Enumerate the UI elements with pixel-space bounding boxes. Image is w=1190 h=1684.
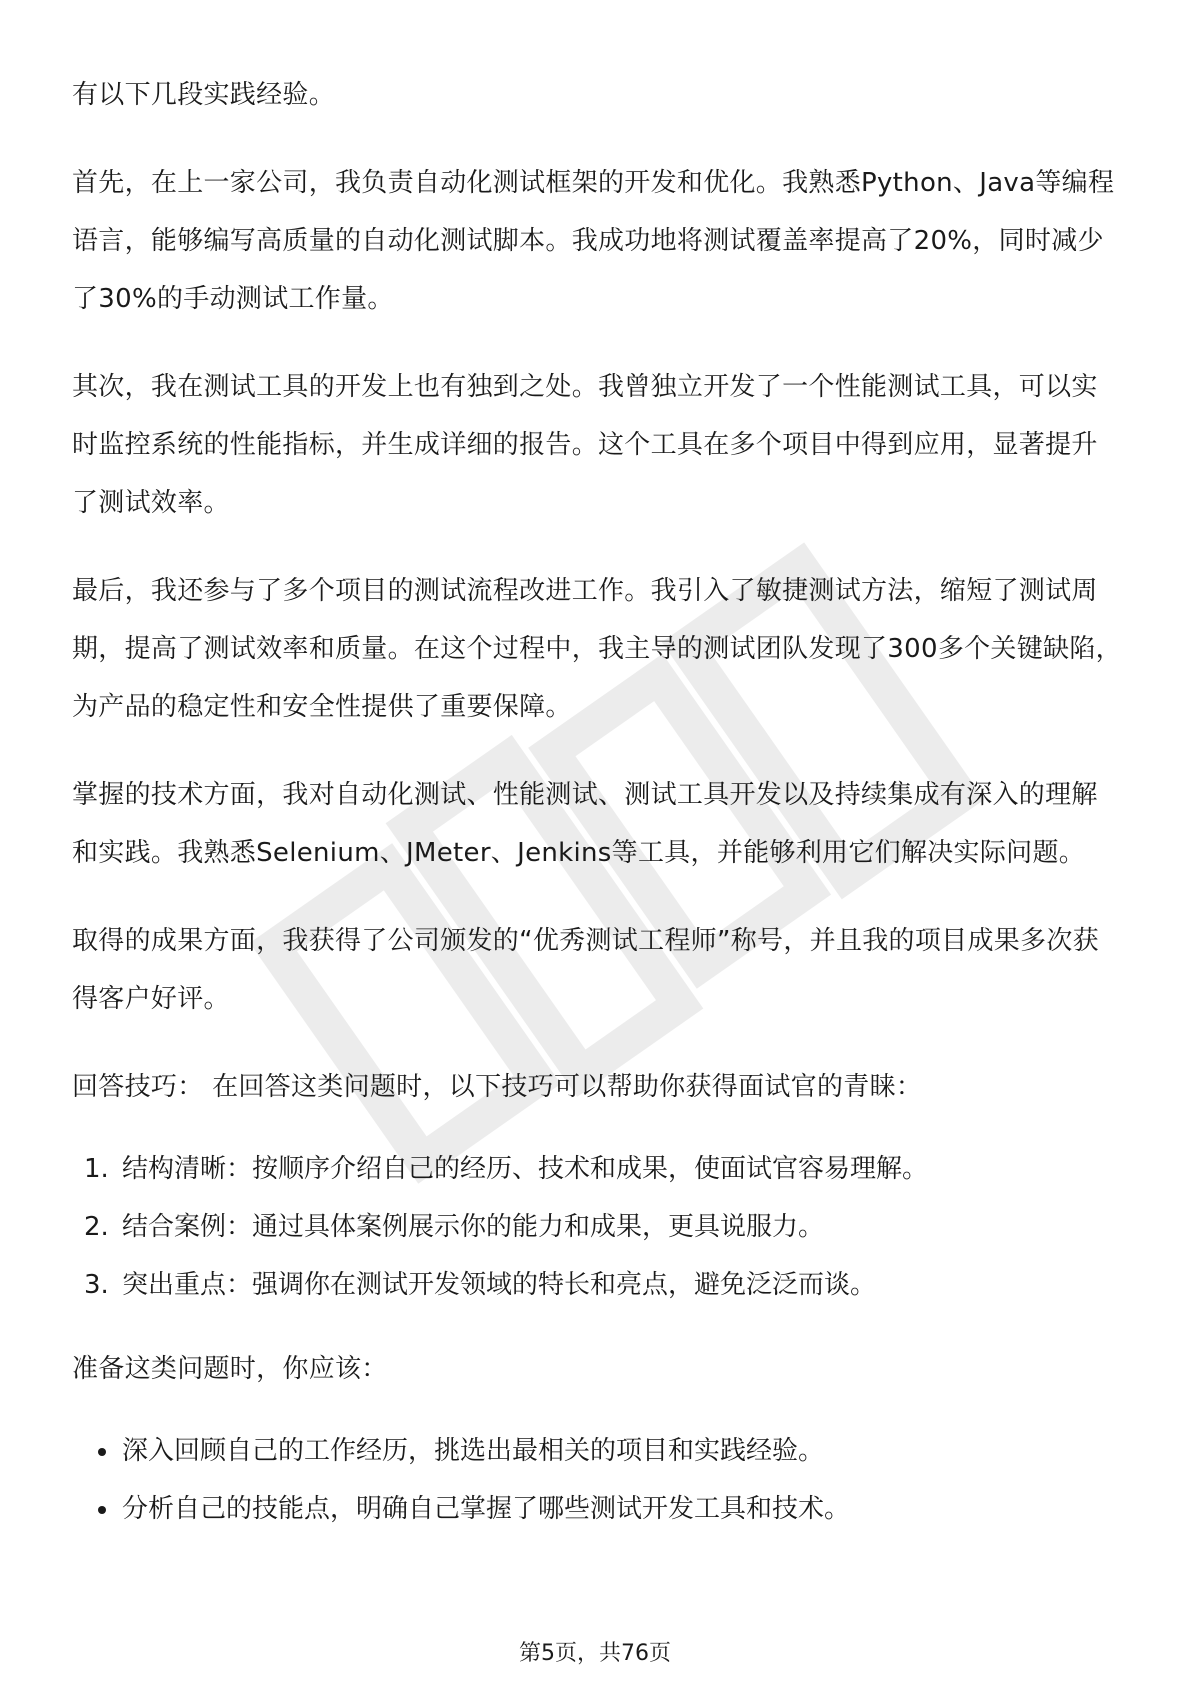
paragraph-achievements: 取得的成果方面，我获得了公司颁发的“优秀测试工程师”称号，并且我的项目成果多次获得客户好评。 [72, 926, 1099, 1014]
bullet-icon [98, 1506, 106, 1514]
document-body [72, 66, 1122, 1564]
prepare-heading: 准备这类问题时，你应该： [72, 1354, 388, 1384]
list-item [72, 1140, 1122, 1198]
paragraph-answer-tips: 回答技巧： 在回答这类问题时，以下技巧可以帮助你获得面试官的青睐： [72, 1072, 923, 1102]
prepare-list [72, 1422, 1122, 1538]
list-item [72, 1422, 1122, 1480]
tips-list [72, 1140, 1122, 1314]
list-item-text: 分析自己的技能点，明确自己掌握了哪些测试开发工具和技术。 [122, 1494, 851, 1524]
bullet-icon [98, 1448, 106, 1456]
list-item [72, 1256, 1122, 1314]
list-number: 2. [84, 1212, 109, 1242]
paragraph-second: 其次，我在测试工具的开发上也有独到之处。我曾独立开发了一个性能测试工具，可以实时监控系统的性能指标，并生成详细的报告。这个工具在多个项目中得到应用，显著提升了测试效率。 [72, 372, 1098, 518]
list-number: 3. [84, 1270, 109, 1300]
paragraph-intro: 有以下几段实践经验。 [72, 80, 336, 110]
list-item-text: 结合案例：通过具体案例展示你的能力和成果，更具说服力。 [122, 1212, 825, 1242]
page-footer: 第5页，共76页 [519, 1641, 671, 1666]
list-item-text: 深入回顾自己的工作经历，挑选出最相关的项目和实践经验。 [122, 1436, 825, 1466]
paragraph-skills: 掌握的技术方面，我对自动化测试、性能测试、测试工具开发以及持续集成有深入的理解和实践。我熟悉Selenium、JMeter、Jenkins等工具，并能够利用它们解决实际问题。 [72, 780, 1098, 868]
paragraph-last: 最后，我还参与了多个项目的测试流程改进工作。我引入了敏捷测试方法，缩短了测试周期，提高了测试效率和质量。在这个过程中，我主导的测试团队发现了300多个关键缺陷，为产品的稳定性和安全性提供了重要保障。 [72, 576, 1122, 722]
list-item [72, 1198, 1122, 1256]
list-item [72, 1480, 1122, 1538]
list-item-text: 结构清晰：按顺序介绍自己的经历、技术和成果，使面试官容易理解。 [122, 1154, 929, 1184]
list-number: 1. [84, 1154, 109, 1184]
paragraph-first: 首先，在上一家公司，我负责自动化测试框架的开发和优化。我熟悉Python、Java等编程语言，能够编写高质量的自动化测试脚本。我成功地将测试覆盖率提高了20%，同时减少了30%的手动测试工作量。 [72, 168, 1115, 314]
list-item-text: 突出重点：强调你在测试开发领域的特长和亮点，避免泛泛而谈。 [122, 1270, 877, 1300]
